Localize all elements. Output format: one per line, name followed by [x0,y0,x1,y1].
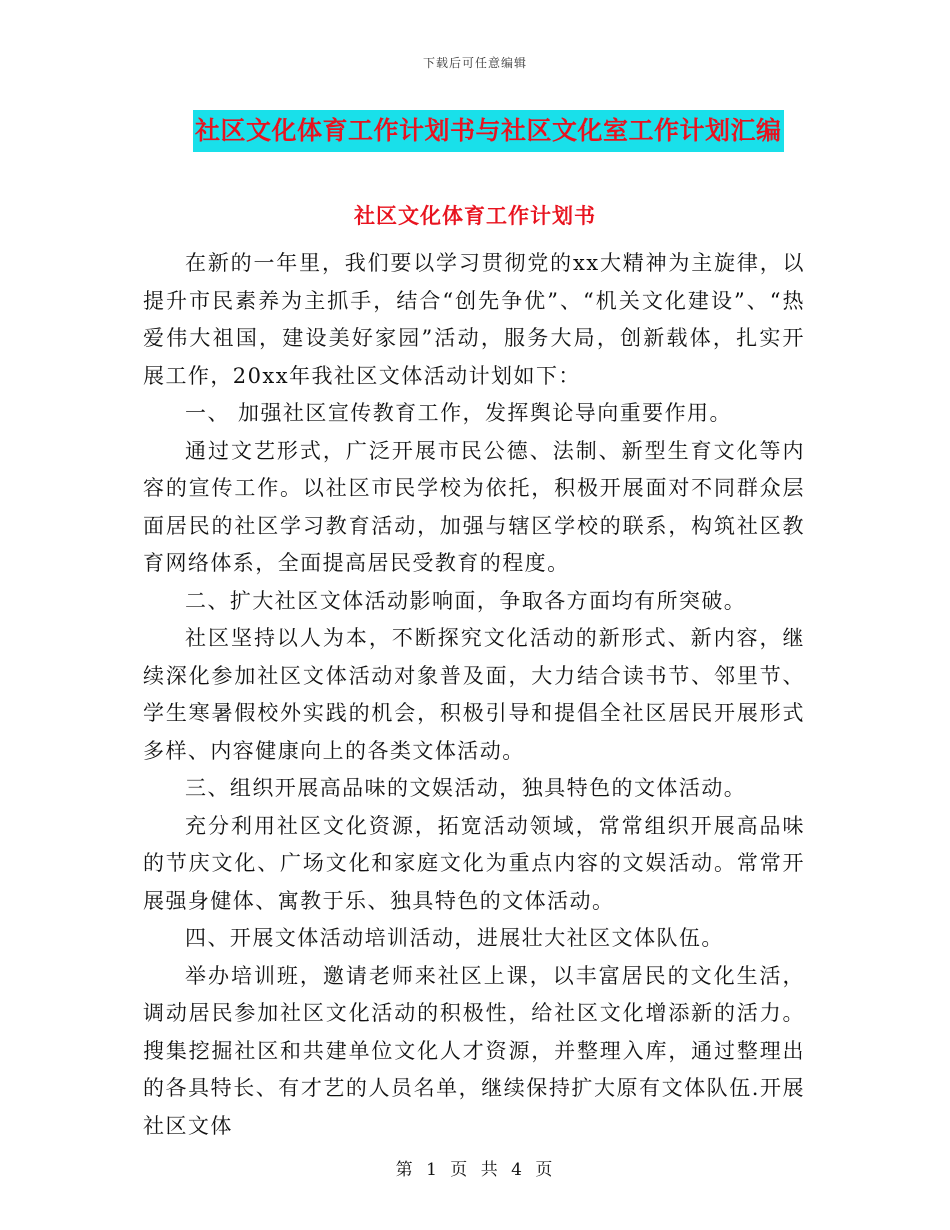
heading-paragraph-2: 二、扩大社区文体活动影响面，争取各方面均有所突破。 [185,588,747,613]
document-main-title: 社区文化体育工作计划书与社区文化室工作计划汇编 [193,110,784,152]
body-paragraph: 充分利用社区文化资源，拓宽活动领域，常常组织开展高品味的节庆文化、广场文化和家庭文化为重点内容的文娱活动。常常开展强身健体、寓教于乐、独具特色的文体活动。 [143,813,805,913]
page-number-footer: 第 1 页 共 4 页 [395,1160,555,1180]
body-paragraph: 举办培训班，邀请老师来社区上课，以丰富居民的文化生活，调动居民参加社区文化活动的积极性，给社区文化增添新的活力。搜集挖掘社区和共建单位文化人才资源，并整理入库，通过整理出的各具特长、有才艺的人员名单，继续保持扩大原有文体队伍.开展社区文体 [143,963,805,1138]
body-paragraph: 在新的一年里，我们要以学习贯彻党的xx大精神为主旋律，以提升市民素养为主抓手，结合“创先争优”、“机关文化建设”、“热爱伟大祖国，建设美好家园”活动，服务大局，创新载体，扎实开展工作，20xx年我社区文体活动计划如下： [143,251,805,388]
document-body [143,245,805,1145]
body-paragraph: 通过文艺形式，广泛开展市民公德、法制、新型生育文化等内容的宣传工作。以社区市民学校为依托，积极开展面对不同群众层面居民的社区学习教育活动，加强与辖区学校的联系，构筑社区教育网络体系，全面提高居民受教育的程度。 [143,438,805,575]
heading-paragraph-3: 三、组织开展高品味的文娱活动，独具特色的文体活动。 [185,776,747,800]
body-paragraph: 社区坚持以人为本，不断探究文化活动的新形式、新内容，继续深化参加社区文体活动对象普及面，大力结合读书节、邻里节、学生寒暑假校外实践的机会，积极引导和提倡全社区居民开展形式多样、内容健康向上的各类文体活动。 [143,626,805,763]
heading-paragraph-4: 四、开展文体活动培训活动，进展壮大社区文体队伍。 [185,926,724,950]
heading-paragraph-1: 一、 加强社区宣传教育工作，发挥舆论导向重要作用。 [185,401,732,425]
header-note: 下载后可任意编辑 [422,56,527,70]
section-title: 社区文化体育工作计划书 [354,203,596,228]
